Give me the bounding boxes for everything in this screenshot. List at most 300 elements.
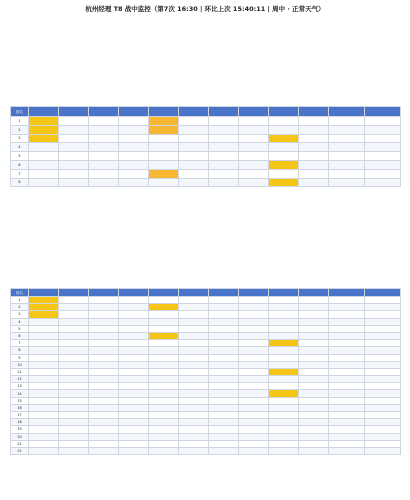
table-cell: [269, 397, 299, 404]
table-cell: [329, 117, 365, 126]
table-cell: [119, 361, 149, 368]
table-cell: [119, 117, 149, 126]
table-cell: [29, 125, 59, 134]
table-cell: [119, 376, 149, 383]
table-cell: [269, 318, 299, 325]
table-cell: [29, 426, 59, 433]
column-header[interactable]: [89, 107, 119, 117]
table-cell: [59, 419, 89, 426]
table-cell: [365, 152, 401, 161]
table-cell: [29, 433, 59, 440]
table-cell: [239, 169, 269, 178]
table-cell: [149, 169, 179, 178]
rank-cell: 8: [11, 347, 29, 354]
table-cell: [149, 304, 179, 311]
table-cell: [365, 361, 401, 368]
table-cell: [299, 169, 329, 178]
table-cell: [89, 311, 119, 318]
table-cell: [179, 347, 209, 354]
table-row: [11, 169, 401, 178]
table-cell: [329, 433, 365, 440]
table-cell: [299, 397, 329, 404]
table-cell: [29, 404, 59, 411]
table-cell: [365, 390, 401, 397]
table-cell: [329, 354, 365, 361]
table-cell: [179, 297, 209, 304]
table-cell: [239, 304, 269, 311]
table-cell: [29, 178, 59, 187]
table-row: [11, 419, 401, 426]
table-row: [11, 297, 401, 304]
table-cell: [59, 412, 89, 419]
table-cell: [149, 426, 179, 433]
table-row: [11, 397, 401, 404]
table-cell: [239, 325, 269, 332]
table-cell: [179, 325, 209, 332]
table-cell: [89, 397, 119, 404]
table-cell: [89, 412, 119, 419]
table-cell: [209, 354, 239, 361]
column-header[interactable]: [329, 107, 365, 117]
rank-cell: 6: [11, 332, 29, 339]
table-cell: [269, 376, 299, 383]
rank-cell: 20: [11, 433, 29, 440]
table-cell: [299, 404, 329, 411]
table-cell: [119, 297, 149, 304]
table-cell: [329, 347, 365, 354]
table-cell: [149, 340, 179, 347]
column-header[interactable]: 排名: [11, 289, 29, 297]
table-cell: [239, 433, 269, 440]
table-cell: [119, 347, 149, 354]
table-cell: [149, 143, 179, 152]
table-row: [11, 404, 401, 411]
table-cell: [239, 347, 269, 354]
table-cell: [119, 134, 149, 143]
table-cell: [149, 332, 179, 339]
table-cell: [365, 368, 401, 375]
table-cell: [179, 169, 209, 178]
table-cell: [269, 354, 299, 361]
table-cell: [59, 152, 89, 161]
table-cell: [149, 160, 179, 169]
column-header[interactable]: [329, 289, 365, 297]
table-cell: [209, 383, 239, 390]
table-cell: [239, 412, 269, 419]
table-cell: [179, 419, 209, 426]
table-row: [11, 383, 401, 390]
table-cell: [365, 376, 401, 383]
table-cell: [365, 134, 401, 143]
rank-cell: 22: [11, 447, 29, 454]
table-cell: [365, 447, 401, 454]
table-cell: [209, 318, 239, 325]
table-cell: [89, 447, 119, 454]
column-header[interactable]: [365, 289, 401, 297]
table-cell: [269, 447, 299, 454]
table-cell: [365, 340, 401, 347]
table-cell: [149, 297, 179, 304]
table-cell: [209, 433, 239, 440]
table-cell: [365, 143, 401, 152]
table-cell: [179, 376, 209, 383]
table-cell: [269, 325, 299, 332]
table-cell: [329, 125, 365, 134]
table-cell: [209, 143, 239, 152]
table-row: [11, 325, 401, 332]
table-cell: [239, 447, 269, 454]
table-row: [11, 440, 401, 447]
table-cell: [365, 404, 401, 411]
table-cell: [269, 311, 299, 318]
table-cell: [179, 368, 209, 375]
table-row: [11, 340, 401, 347]
table-cell: [299, 125, 329, 134]
table-cell: [365, 440, 401, 447]
column-header[interactable]: [299, 107, 329, 117]
table-cell: [59, 125, 89, 134]
table-cell: [29, 304, 59, 311]
table-cell: [269, 426, 299, 433]
table-cell: [269, 304, 299, 311]
rank-cell: 4: [11, 318, 29, 325]
table-row: [11, 178, 401, 187]
column-header[interactable]: [149, 107, 179, 117]
table-cell: [299, 311, 329, 318]
table-cell: [329, 311, 365, 318]
table-cell: [29, 397, 59, 404]
table-cell: [119, 178, 149, 187]
table-cell: [239, 404, 269, 411]
table-cell: [209, 390, 239, 397]
table-cell: [269, 412, 299, 419]
table-cell: [59, 354, 89, 361]
table-cell: [299, 297, 329, 304]
rank-cell: 11: [11, 368, 29, 375]
table-cell: [179, 440, 209, 447]
rank-cell: 3: [11, 311, 29, 318]
section-2-table: [10, 288, 401, 455]
table-cell: [119, 447, 149, 454]
column-header[interactable]: [269, 107, 299, 117]
table-cell: [329, 440, 365, 447]
table-cell: [209, 361, 239, 368]
table-cell: [29, 318, 59, 325]
table-cell: [269, 383, 299, 390]
table-cell: [59, 440, 89, 447]
table-cell: [59, 143, 89, 152]
table-cell: [299, 304, 329, 311]
column-header[interactable]: [299, 289, 329, 297]
table-cell: [119, 433, 149, 440]
table-cell: [89, 347, 119, 354]
table-cell: [29, 169, 59, 178]
table-cell: [239, 311, 269, 318]
table-cell: [209, 347, 239, 354]
table-cell: [149, 368, 179, 375]
table-row: [11, 347, 401, 354]
table-row: [11, 361, 401, 368]
table-cell: [209, 117, 239, 126]
table-cell: [119, 311, 149, 318]
table-row: [11, 311, 401, 318]
table-cell: [365, 178, 401, 187]
table-cell: [149, 125, 179, 134]
table-cell: [239, 426, 269, 433]
table-cell: [239, 318, 269, 325]
table-cell: [239, 297, 269, 304]
table-cell: [179, 340, 209, 347]
table-cell: [209, 160, 239, 169]
table-cell: [209, 152, 239, 161]
table-cell: [365, 419, 401, 426]
table-cell: [329, 383, 365, 390]
table-cell: [365, 383, 401, 390]
table-cell: [89, 117, 119, 126]
table-cell: [59, 160, 89, 169]
table-cell: [29, 340, 59, 347]
table-row: [11, 447, 401, 454]
table-cell: [29, 354, 59, 361]
table-cell: [149, 419, 179, 426]
table-cell: [329, 134, 365, 143]
table-cell: [149, 311, 179, 318]
table-cell: [149, 117, 179, 126]
table-cell: [269, 340, 299, 347]
table-cell: [329, 304, 365, 311]
table-cell: [59, 397, 89, 404]
table-cell: [329, 390, 365, 397]
table-cell: [209, 397, 239, 404]
table-cell: [209, 178, 239, 187]
table-row: [11, 117, 401, 126]
table-cell: [329, 376, 365, 383]
table-cell: [29, 160, 59, 169]
table-cell: [179, 361, 209, 368]
table-cell: [59, 117, 89, 126]
table-cell: [89, 361, 119, 368]
table-cell: [365, 325, 401, 332]
column-header[interactable]: [119, 107, 149, 117]
rank-cell: 16: [11, 404, 29, 411]
table-cell: [209, 325, 239, 332]
table-cell: [179, 412, 209, 419]
table-cell: [365, 318, 401, 325]
column-header[interactable]: [209, 107, 239, 117]
column-header[interactable]: 排名: [11, 107, 29, 117]
column-header[interactable]: [269, 289, 299, 297]
table-cell: [89, 178, 119, 187]
column-header[interactable]: [179, 107, 209, 117]
table-cell: [179, 160, 209, 169]
table-cell: [29, 134, 59, 143]
table-cell: [239, 152, 269, 161]
table-cell: [269, 433, 299, 440]
table-cell: [239, 383, 269, 390]
table-cell: [239, 178, 269, 187]
table-cell: [299, 361, 329, 368]
table-cell: [299, 134, 329, 143]
table-cell: [209, 426, 239, 433]
table-cell: [209, 297, 239, 304]
table-cell: [179, 426, 209, 433]
table-cell: [149, 433, 179, 440]
rank-cell: 5: [11, 325, 29, 332]
table-cell: [89, 368, 119, 375]
table-cell: [329, 419, 365, 426]
table-cell: [89, 143, 119, 152]
table-cell: [59, 390, 89, 397]
table-cell: [89, 318, 119, 325]
table-cell: [179, 390, 209, 397]
table-cell: [89, 340, 119, 347]
table-cell: [365, 426, 401, 433]
table-cell: [149, 318, 179, 325]
table-cell: [329, 152, 365, 161]
column-header[interactable]: [365, 107, 401, 117]
table-cell: [365, 354, 401, 361]
rank-cell: 2: [11, 125, 29, 134]
section-1-table: [10, 106, 401, 187]
table-cell: [239, 340, 269, 347]
table-cell: [299, 117, 329, 126]
table-cell: [29, 325, 59, 332]
table-cell: [89, 325, 119, 332]
table-cell: [269, 440, 299, 447]
table-cell: [269, 134, 299, 143]
table-cell: [89, 354, 119, 361]
table-cell: [119, 143, 149, 152]
table-cell: [365, 297, 401, 304]
table-cell: [59, 433, 89, 440]
table-cell: [149, 383, 179, 390]
table-cell: [149, 390, 179, 397]
table-cell: [89, 304, 119, 311]
table-cell: [149, 134, 179, 143]
table-cell: [299, 433, 329, 440]
table-cell: [329, 169, 365, 178]
table-cell: [299, 440, 329, 447]
table-cell: [119, 419, 149, 426]
table-cell: [119, 426, 149, 433]
table-cell: [299, 347, 329, 354]
table-cell: [119, 397, 149, 404]
table-cell: [89, 440, 119, 447]
table-cell: [89, 376, 119, 383]
table-cell: [89, 419, 119, 426]
table-row: [11, 433, 401, 440]
column-header[interactable]: [239, 289, 269, 297]
table-cell: [365, 433, 401, 440]
section-1-body: [11, 117, 401, 187]
table-cell: [149, 412, 179, 419]
table-row: [11, 143, 401, 152]
table-cell: [269, 404, 299, 411]
table-cell: [179, 117, 209, 126]
section-2-header-row: [11, 289, 401, 297]
table-cell: [59, 376, 89, 383]
rank-cell: 5: [11, 152, 29, 161]
table-cell: [59, 297, 89, 304]
table-cell: [329, 178, 365, 187]
rank-cell: 18: [11, 419, 29, 426]
table-cell: [29, 347, 59, 354]
table-cell: [29, 361, 59, 368]
table-cell: [59, 404, 89, 411]
table-cell: [269, 178, 299, 187]
table-cell: [59, 332, 89, 339]
column-header[interactable]: [149, 289, 179, 297]
table-cell: [329, 397, 365, 404]
table-cell: [299, 376, 329, 383]
table-cell: [89, 160, 119, 169]
table-cell: [209, 332, 239, 339]
column-header[interactable]: [239, 107, 269, 117]
table-cell: [365, 412, 401, 419]
column-header[interactable]: [29, 289, 59, 297]
table-cell: [29, 440, 59, 447]
table-cell: [269, 152, 299, 161]
table-cell: [29, 117, 59, 126]
table-row: [11, 318, 401, 325]
table-cell: [239, 419, 269, 426]
table-cell: [119, 325, 149, 332]
table-cell: [149, 397, 179, 404]
table-cell: [89, 433, 119, 440]
table-cell: [119, 152, 149, 161]
table-cell: [119, 125, 149, 134]
table-cell: [119, 160, 149, 169]
column-header[interactable]: [89, 289, 119, 297]
table-cell: [89, 134, 119, 143]
table-cell: [299, 426, 329, 433]
table-cell: [179, 178, 209, 187]
column-header[interactable]: [59, 289, 89, 297]
table-cell: [149, 376, 179, 383]
column-header[interactable]: [209, 289, 239, 297]
table-row: [11, 332, 401, 339]
column-header[interactable]: [59, 107, 89, 117]
table-cell: [149, 152, 179, 161]
column-header[interactable]: [179, 289, 209, 297]
column-header[interactable]: [29, 107, 59, 117]
table-cell: [119, 412, 149, 419]
rank-cell: 2: [11, 304, 29, 311]
table-cell: [299, 354, 329, 361]
rank-cell: 6: [11, 160, 29, 169]
table-cell: [299, 412, 329, 419]
table-cell: [59, 340, 89, 347]
table-cell: [209, 134, 239, 143]
table-cell: [59, 169, 89, 178]
table-cell: [29, 419, 59, 426]
table-cell: [119, 340, 149, 347]
table-row: [11, 412, 401, 419]
table-cell: [269, 160, 299, 169]
table-cell: [329, 412, 365, 419]
table-cell: [269, 297, 299, 304]
table-cell: [329, 143, 365, 152]
table-cell: [89, 390, 119, 397]
table-cell: [179, 447, 209, 454]
table-cell: [365, 160, 401, 169]
table-cell: [239, 440, 269, 447]
table-cell: [149, 178, 179, 187]
table-cell: [59, 318, 89, 325]
rank-cell: 15: [11, 397, 29, 404]
column-header[interactable]: [119, 289, 149, 297]
table-cell: [239, 143, 269, 152]
